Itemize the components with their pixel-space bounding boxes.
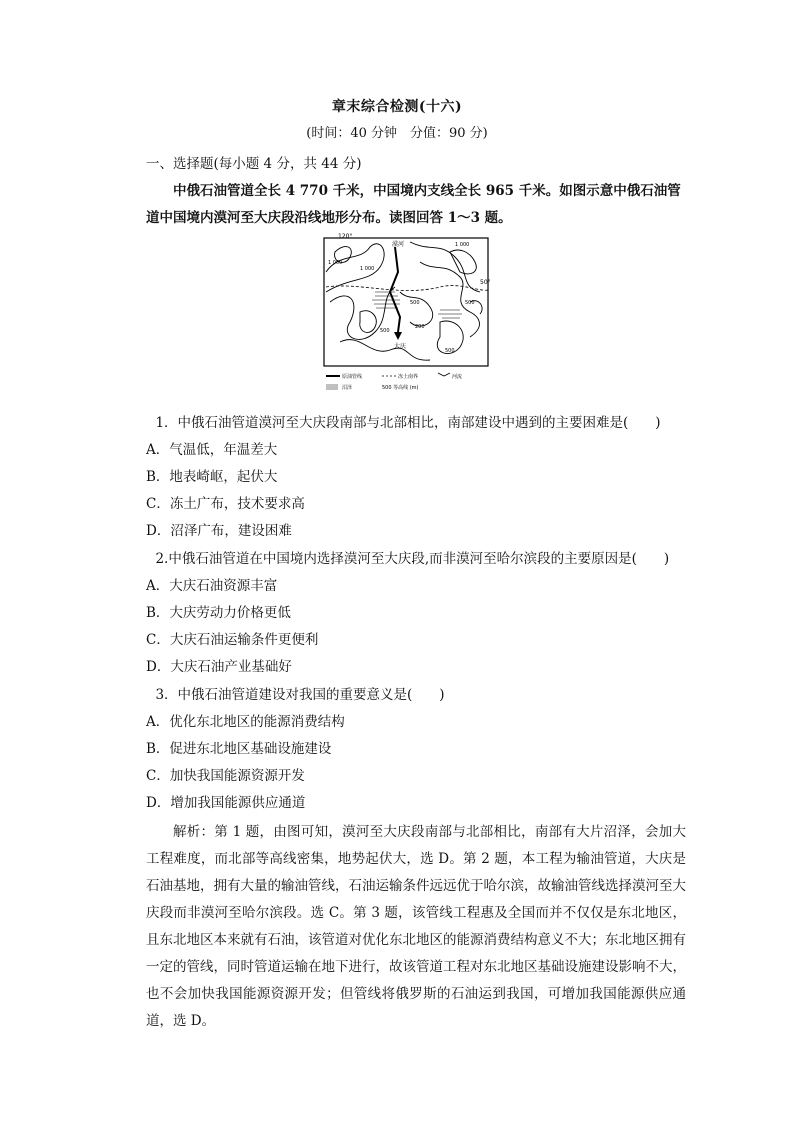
contour-label: 500 <box>445 348 455 354</box>
contour-label: 500 <box>465 300 475 306</box>
svg-text:沼泽: 沼泽 <box>342 385 353 391</box>
map-legend <box>326 373 462 391</box>
answer-option: A．大庆石油资源丰富 <box>146 578 278 594</box>
section-heading: 一、选择题(每小题 4 分，共 44 分) <box>146 156 362 172</box>
answer-option: A．气温低，年温差大 <box>146 442 278 458</box>
page-title: 章末综合检测(十六) <box>331 99 463 115</box>
longitude-label: 120° <box>338 233 353 240</box>
exam-info: (时间：40 分钟 分值：90 分) <box>306 126 488 141</box>
place-daqing: 大庆 <box>394 343 407 350</box>
answer-option: B．促进东北地区基础设施建设 <box>146 741 332 757</box>
svg-text:冻土南界: 冻土南界 <box>398 374 419 380</box>
svg-text:河流: 河流 <box>452 374 463 380</box>
question-3 <box>146 682 691 817</box>
question-stem: 1．中俄石油管道漠河至大庆段南部与北部相比，南部建设中遇到的主要困难是( ) <box>155 415 661 431</box>
answer-option: B．大庆劳动力价格更低 <box>146 605 291 621</box>
answer-option: A．优化东北地区的能源消费结构 <box>146 714 345 730</box>
question-stem: 3．中俄石油管道建设对我国的重要意义是( ) <box>155 687 445 703</box>
answer-option: D．增加我国能源供应通道 <box>146 795 306 811</box>
answer-option: D．沼泽广布，建设困难 <box>146 523 292 539</box>
answer-option: C．冻土广布，技术要求高 <box>146 496 305 512</box>
question-stem: 2.中俄石油管道在中国境内选择漠河至大庆段,而非漠河至哈尔滨段的主要原因是( ) <box>155 551 670 567</box>
contour-label: 1 000 <box>328 260 343 266</box>
contour-label: 1 000 <box>455 242 470 248</box>
topographic-map <box>320 232 496 394</box>
contour-label: 1 000 <box>360 266 375 272</box>
contour-label: 500 <box>410 300 420 306</box>
question-intro: 中俄石油管道全长 4 770 千米，中国境内支线全长 965 千米。如图示意中俄石油管道中国境内漠河至大庆段沿线地形分布。读图回答 1～3 题。 <box>146 183 681 226</box>
question-2 <box>146 546 691 681</box>
svg-text:500 等高线 (m): 500 等高线 (m) <box>382 385 419 391</box>
answer-analysis: 解析：第 1 题，由图可知，漠河至大庆段南部与北部相比，南部有大片沼泽，会加大工程难度，而北部等高线密集，地势起伏大，选 D。第 2 题，本工程为输油管道，大庆是石油基地，拥有大量的输油管线，石油运输条件远远优于哈尔滨，故输油管线选择漠河至大庆段而非漠河至哈尔滨段。选 C。第 3 题，该管线工程惠及全国而并不仅仅是东北地区，且东北地区本来就有石油，该管道对优化东北地区的能源消费结构意义不大；东北地区拥有一定的管线，同时管道运输在地下进行，故该管道工程对东北地区基础设施建设影响不大，也不会加快我国能源资源开发；但管线将俄罗斯的石油运到我国，可增加我国能源供应通道，选 D。 <box>146 824 686 1029</box>
svg-text:原油管线: 原油管线 <box>342 374 363 380</box>
place-mohe: 漠河 <box>392 241 405 248</box>
answer-option: C．大庆石油运输条件更便利 <box>146 632 319 648</box>
question-1 <box>146 410 691 545</box>
answer-option: B．地表崎岖，起伏大 <box>146 469 278 485</box>
contour-label: 200 <box>415 324 425 330</box>
contour-label: 500 <box>380 328 390 334</box>
answer-option: D．大庆石油产业基础好 <box>146 659 292 675</box>
answer-option: C．加快我国能源资源开发 <box>146 768 305 784</box>
latitude-label: 50° <box>480 279 491 286</box>
